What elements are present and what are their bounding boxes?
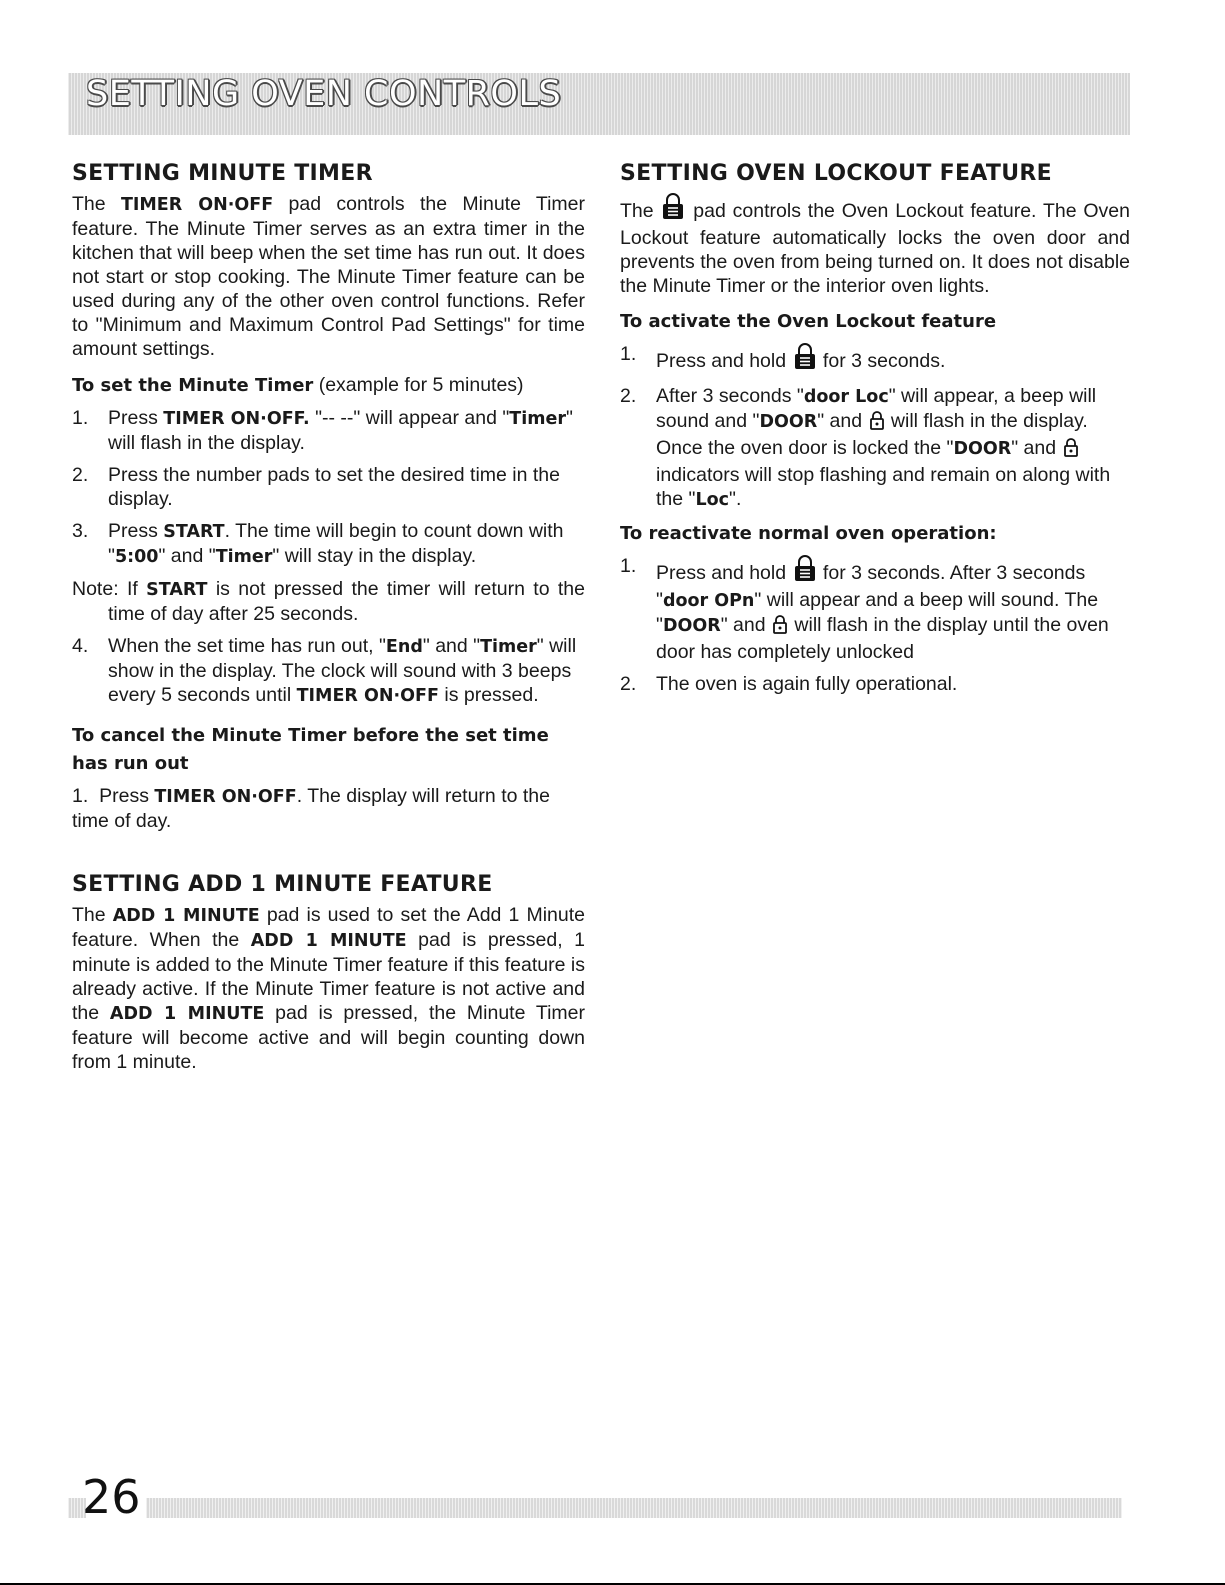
- timer-step-3: 3. Press START. The time will begin to count down with "5:00" and "Timer" will stay in the display.: [72, 520, 564, 567]
- cancel-timer-subheading: To cancel the Minute Timer before the set time has run out: [72, 725, 549, 774]
- right-column: [620, 160, 1130, 704]
- cancel-step-1: 1. Press TIMER ON·OFF. The display will return to the time of day.: [72, 785, 550, 832]
- minute-timer-heading: SETTING MINUTE TIMER: [72, 161, 373, 186]
- activate-lockout-subheading: To activate the Oven Lockout feature: [620, 311, 997, 332]
- padlock-indicator-icon: [870, 410, 884, 436]
- page-number: 26: [82, 1470, 141, 1524]
- activate-step-1: 1. Press and hold for 3 seconds.: [620, 342, 1130, 376]
- timer-step-1: 1. Press TIMER ON·OFF. "-- --" will appear and "Timer" will flash in the display.: [72, 407, 573, 454]
- timer-note: Note: If START is not pressed the timer will return to the time of day after 25 seconds.: [72, 578, 586, 625]
- timer-step-2: 2. Press the number pads to set the desired time in the display.: [72, 464, 560, 510]
- reactivate-step-1: 1. Press and hold for 3 seconds. After 3 seconds "door OPn" will appear and a beep will sound. The "DOOR" and will flash in the display until the oven door has completely unlocked: [620, 555, 1109, 663]
- set-timer-subheading: To set the Minute Timer (example for 5 minutes): [72, 374, 524, 396]
- activate-step-2: 2. After 3 seconds "door Loc" will appear, a beep will sound and "DOOR" and will flash in the display. Once the oven door is locked the "DOOR" and indicators will stop flashing and remain on along with the "Loc".: [620, 385, 1111, 510]
- oven-lockout-heading: SETTING OVEN LOCKOUT FEATURE: [620, 161, 1052, 186]
- left-column: [72, 160, 585, 1078]
- timer-step-4: 4. When the set time has run out, "End" and "Timer" will show in the display. The clock will sound with 3 beeps every 5 seconds until TIMER ON·OFF is pressed.: [72, 635, 577, 706]
- add-minute-heading: SETTING ADD 1 MINUTE FEATURE: [72, 872, 493, 897]
- page-title: SETTING OVEN CONTROLS: [86, 74, 562, 114]
- padlock-indicator-icon: [773, 614, 787, 640]
- oven-lock-pad-icon: [794, 342, 816, 376]
- reactivate-step-2: 2. The oven is again fully operational.: [620, 673, 958, 695]
- add-minute-body: The ADD 1 MINUTE pad is used to set the Add 1 Minute feature. When the ADD 1 MINUTE pad is pressed, 1 minute is added to the Minute Timer feature if this feature is already active. If the Minute Timer feature is not active and the ADD 1 MINUTE pad is pressed, the Minute Timer feature will become active and will begin counting down from 1 minute.: [72, 904, 585, 1073]
- oven-lock-pad-icon: [794, 554, 816, 588]
- padlock-indicator-icon: [1064, 437, 1078, 463]
- minute-timer-intro: The TIMER ON·OFF pad controls the Minute Timer feature. The Minute Timer serves as an extra timer in the kitchen that will beep when the set time has run out. It does not start or stop cooking. The Minute Timer feature can be used during any of the other oven control functions. Refer to "Minimum and Maximum Control Pad Settings" for time amount settings.: [72, 193, 585, 360]
- reactivate-subheading: To reactivate normal oven operation:: [620, 523, 997, 544]
- footer-bar: [146, 1498, 1122, 1518]
- oven-lock-pad-icon: [662, 192, 684, 226]
- oven-lockout-intro: The pad controls the Oven Lockout feature. The Oven Lockout feature automatically locks the oven door and prevents the oven from being turned on. It does not disable the Minute Timer or the interior oven lights.: [620, 192, 1130, 298]
